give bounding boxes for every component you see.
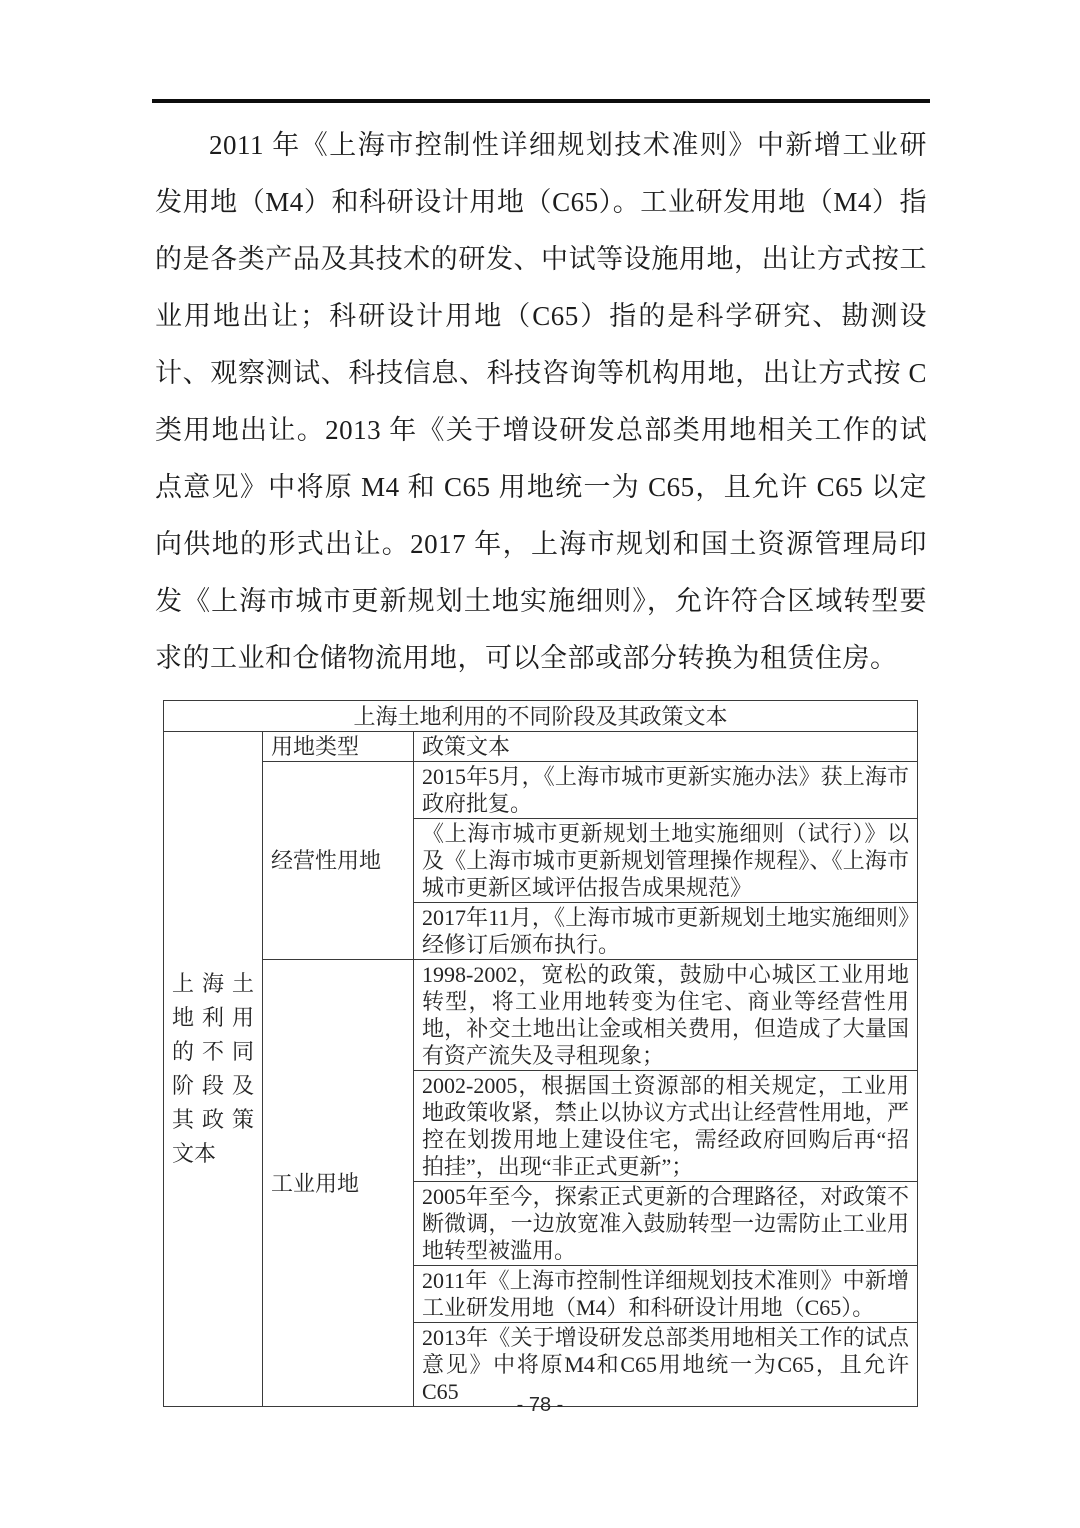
policy-cell: 1998-2002，宽松的政策，鼓励中心城区工业用地转型，将工业用地转变为住宅、商业等经营性用地，补交土地出让金或相关费用，但造成了大量国有资产流失及寻租现象； <box>414 960 918 1071</box>
page-number: - 78 - <box>516 1394 564 1416</box>
land-type-cell-commercial: 经营性用地 <box>263 762 414 960</box>
policy-table <box>163 700 918 1407</box>
land-type-cell-industrial: 工业用地 <box>263 960 414 1407</box>
policy-cell: 2005年至今，探索正式更新的合理路径，对政策不断微调，一边放宽准入鼓励转型一边需防止工业用地转型被滥用。 <box>414 1182 918 1266</box>
policy-cell: 2015年5月，《上海市城市更新实施办法》获上海市政府批复。 <box>414 762 918 819</box>
policy-cell: 《上海市城市更新规划土地实施细则（试行）》以及《上海市城市更新规划管理操作规程》、《上海市城市更新区域评估报告成果规范》 <box>414 819 918 903</box>
table-row <box>164 762 918 819</box>
table-title-row <box>164 701 918 732</box>
table-title: 上海土地利用的不同阶段及其政策文本 <box>164 701 918 732</box>
header-rule <box>152 99 930 103</box>
policy-cell: 2013年《关于增设研发总部类用地相关工作的试点意见》中将原M4和C65用地统一为C65，且允许C65 <box>414 1323 918 1407</box>
policy-cell: 2002-2005，根据国土资源部的相关规定，工业用地政策收紧，禁止以协议方式出让经营性用地，严控在划拨用地上建设住宅，需经政府回购后再“招拍挂”，出现“非正式更新”； <box>414 1071 918 1182</box>
policy-cell: 2017年11月，《上海市城市更新规划土地实施细则》经修订后颁布执行。 <box>414 903 918 960</box>
body-paragraph: 2011 年《上海市控制性详细规划技术准则》中新增工业研发用地（M4）和科研设计用地（C65）。工业研发用地（M4）指的是各类产品及其技术的研发、中试等设施用地，出让方式按工业用地出让；科研设计用地（C65）指的是科学研究、勘测设计、观察测试、科技信息、科技咨询等机构用地，出让方式按 C 类用地出让。2013 年《关于增设研发总部类用地相关工作的试点意见》中将原 M4 和 C65 用地统一为 C65，且允许 C65 以定向供地的形式出让。2017 年，上海市规划和国土资源管理局印发《上海市城市更新规划土地实施细则》，允许符合区域转型要求的工业和仓储物流用地，可以全部或部分转换为租赁住房。 <box>155 130 927 673</box>
table-row-group-header: 上海土地利用的不同阶段及其政策文本 <box>164 732 263 1407</box>
col-header-land-type: 用地类型 <box>263 732 414 762</box>
table-header-row <box>164 732 918 762</box>
policy-cell: 2011年《上海市控制性详细规划技术准则》中新增工业研发用地（M4）和科研设计用地（C65）。 <box>414 1266 918 1323</box>
col-header-policy: 政策文本 <box>414 732 918 762</box>
table-row <box>164 960 918 1071</box>
